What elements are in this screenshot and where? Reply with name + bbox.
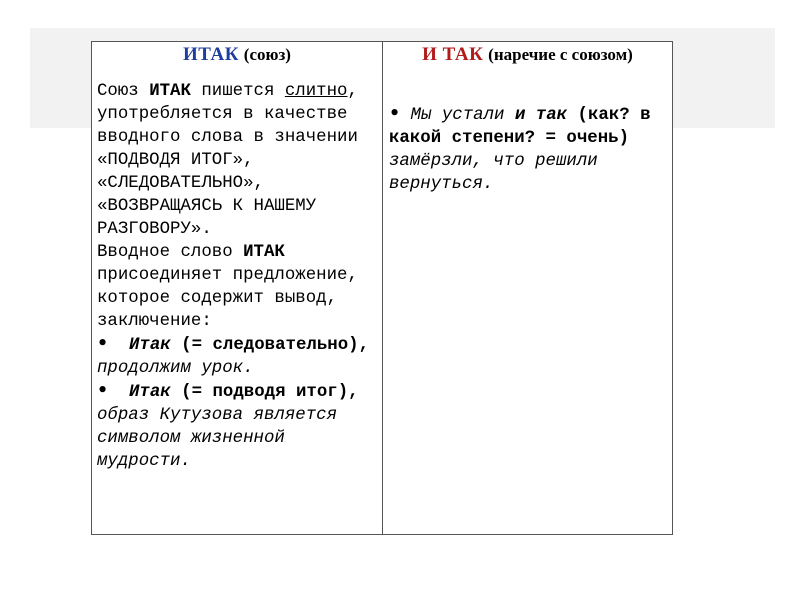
itak-example-1 <box>97 333 378 380</box>
rule-table <box>91 41 673 535</box>
table-row <box>92 42 673 535</box>
example-term: Итак <box>129 336 171 355</box>
itak-definition <box>97 80 378 241</box>
example-text: замёрзли, что решили вернуться. <box>389 152 598 194</box>
itak-example-2 <box>97 380 378 473</box>
heading-itak <box>92 42 382 73</box>
example-term: и так <box>514 106 568 125</box>
column-itak <box>92 42 383 535</box>
heading-itak-note: (союз) <box>243 45 291 64</box>
column-i-tak <box>383 42 673 535</box>
bullet-icon: • <box>389 104 401 124</box>
i-tak-example <box>389 103 668 196</box>
term-itak: ИТАК <box>243 243 285 262</box>
term-itak: ИТАК <box>149 82 191 101</box>
example-text: Мы устали <box>400 106 515 125</box>
bullet-icon: • <box>97 334 109 354</box>
itak-introductory <box>97 241 378 333</box>
text-span: Вводное слово <box>97 243 244 262</box>
example-meaning: (= подводя итог), <box>170 383 359 402</box>
text-span: пишется <box>190 82 285 101</box>
heading-i-tak-note: (наречие с союзом) <box>488 45 633 64</box>
text-span: присоединяет предложение, которое содержит вывод, заключение: <box>97 266 358 331</box>
text-span: , употребляется в качестве вводного слова в значении «ПОДВОДЯ ИТОГ», «СЛЕДОВАТЕЛЬНО», «ВОЗВРАЩАЯСЬ К НАШЕМУ РАЗГОВОРУ». <box>97 82 358 239</box>
example-meaning: (как? в какой степени? = очень) <box>389 106 651 148</box>
example-text: образ Кутузова является символом жизненной мудрости. <box>97 406 338 471</box>
text-span: Союз <box>97 82 150 101</box>
example-meaning: (= следовательно), <box>170 336 370 355</box>
example-text: продолжим урок. <box>97 359 254 378</box>
itak-body <box>92 73 382 473</box>
heading-i-tak <box>383 42 672 99</box>
i-tak-body <box>383 99 672 196</box>
heading-itak-word: ИТАК <box>183 44 240 65</box>
example-term: Итак <box>129 383 171 402</box>
heading-i-tak-word: И ТАК <box>422 44 484 65</box>
bullet-icon: • <box>97 381 109 401</box>
term-slitno: слитно <box>284 82 348 101</box>
